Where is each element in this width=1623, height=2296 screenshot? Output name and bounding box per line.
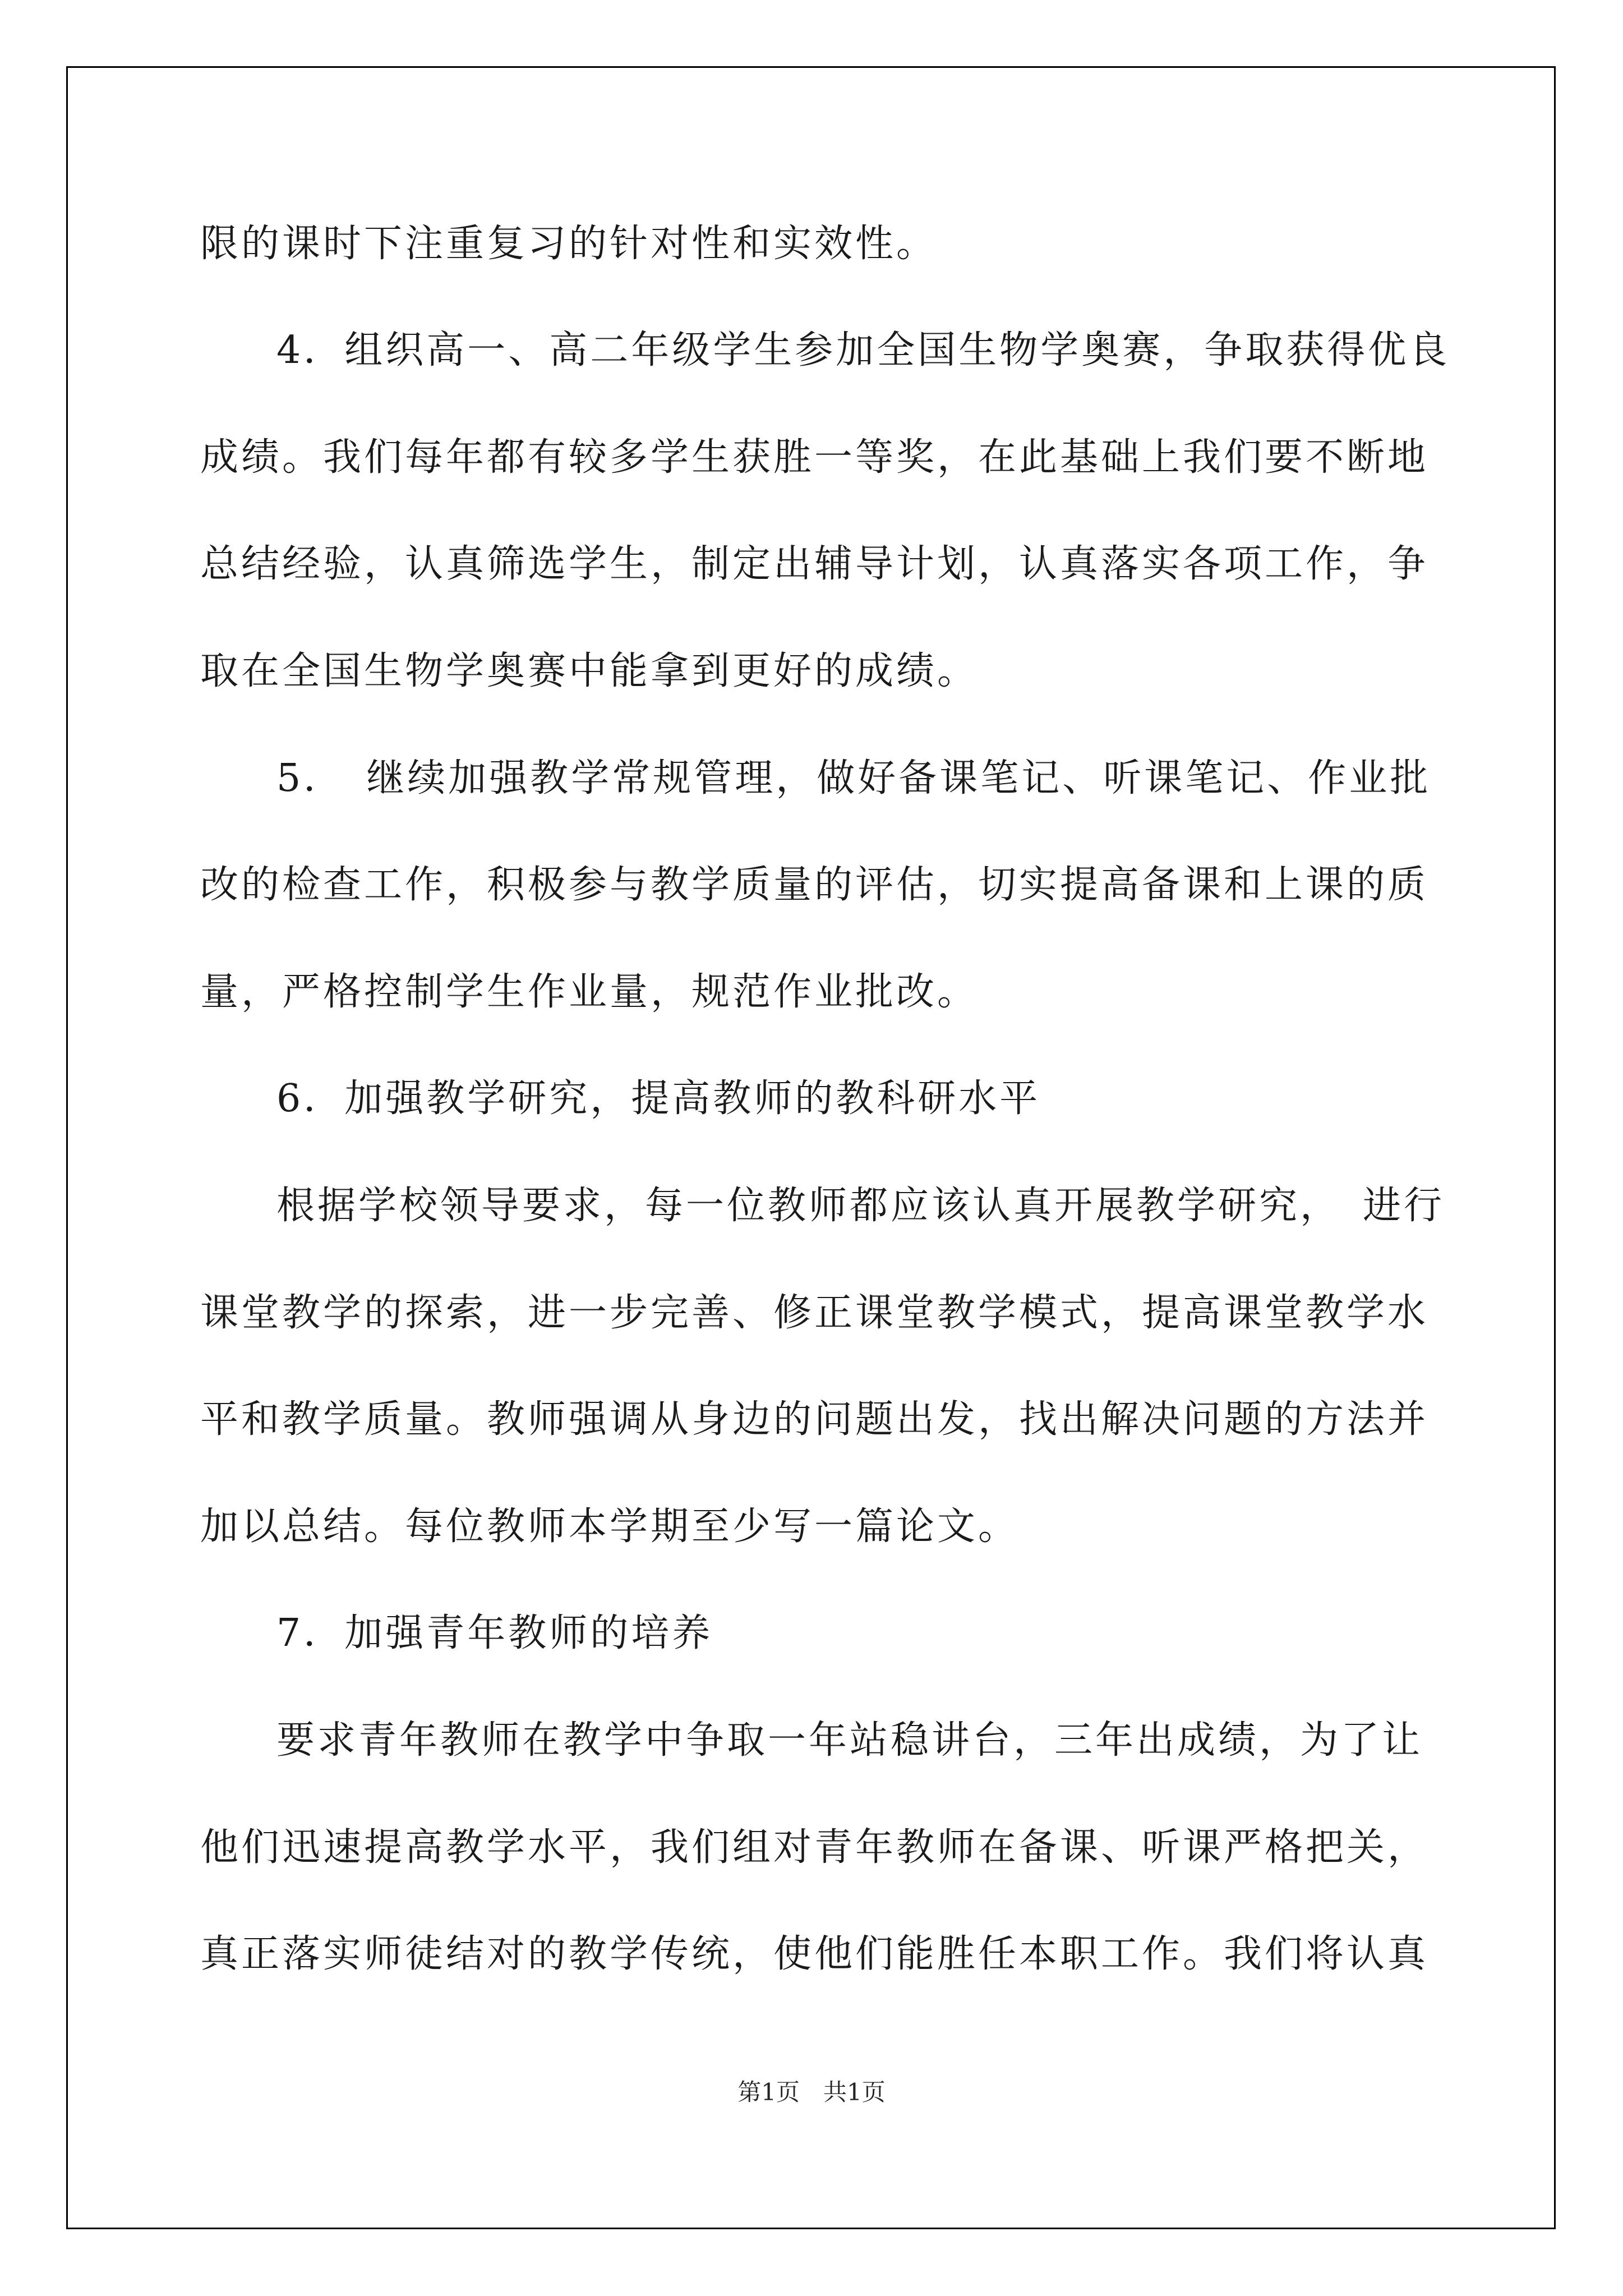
text-line: 他们迅速提高教学水平，我们组对青年教师在备课、听课严格把关，	[200, 1825, 1429, 1870]
text-line: 平和教学质量。教师强调从身边的问题出发，找出解决问题的方法并	[200, 1397, 1429, 1442]
text-line: 取在全国生物学奥赛中能拿到更好的成绩。	[200, 649, 979, 693]
page-number: 第1页 共1页	[737, 2078, 886, 2106]
text-line: 5． 继续加强教学常规管理，做好备课笔记、听课笔记、作业批	[276, 756, 1431, 800]
text-line: 真正落实师徒结对的教学传统，使他们能胜任本职工作。我们将认真	[200, 1932, 1429, 1976]
text-line: 总结经验，认真筛选学生，制定出辅导计划，认真落实各项工作，争	[200, 542, 1429, 586]
text-line: 根据学校领导要求，每一位教师都应该认真开展教学研究， 进行	[276, 1184, 1445, 1228]
text-line: 6．加强教学研究，提高教师的教科研水平	[276, 1076, 1041, 1121]
text-line: 4．组织高一、高二年级学生参加全国生物学奥赛，争取获得优良	[276, 328, 1450, 372]
text-line: 7．加强青年教师的培养	[276, 1611, 713, 1655]
page-border	[66, 66, 1556, 2229]
text-line: 课堂教学的探索，进一步完善、修正课堂教学模式，提高课堂教学水	[200, 1291, 1429, 1335]
text-line: 要求青年教师在教学中争取一年站稳讲台，三年出成绩，为了让	[276, 1718, 1423, 1763]
text-line: 量，严格控制学生作业量，规范作业批改。	[200, 970, 979, 1014]
text-line: 改的检查工作，积极参与教学质量的评估，切实提高备课和上课的质	[200, 863, 1429, 907]
text-line: 加以总结。每位教师本学期至少写一篇论文。	[200, 1504, 1020, 1549]
text-line: 成绩。我们每年都有较多学生获胜一等奖，在此基础上我们要不断地	[200, 435, 1429, 480]
text-line: 限的课时下注重复习的针对性和实效性。	[200, 222, 938, 266]
